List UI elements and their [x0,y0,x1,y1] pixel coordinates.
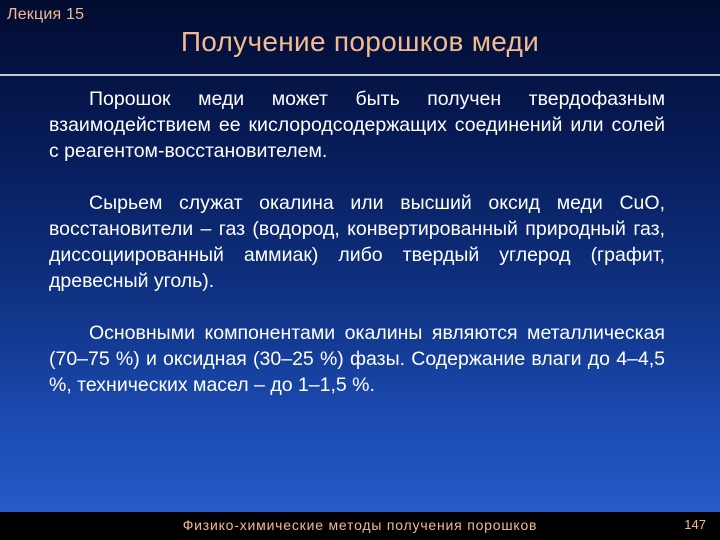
slide-body [49,86,665,398]
paragraph: Сырьем служат окалина или высший оксид меди CuO, восстановители – газ (водород, конвертированный природный газ, диссоциированный аммиак) либо твердый углерод (графит, древесный уголь). [49,192,665,292]
paragraph: Порошок меди может быть получен твердофазным взаимодействием ее кислородсодержащих соединений или солей с реагентом-восстановителем. [49,88,665,162]
title-divider [0,74,720,76]
lecture-label: Лекция 15 [7,6,85,23]
footer-course-title: Физико-химические методы получения порошков [182,517,538,533]
slide-title: Получение порошков меди [180,26,540,57]
paragraph: Основными компонентами окалины являются металлическая (70–75 %) и оксидная (30–25 %) фазы. Содержание влаги до 4–4,5 %, технических масел – до 1–1,5 %. [49,322,665,396]
page-number: 147 [684,517,706,532]
